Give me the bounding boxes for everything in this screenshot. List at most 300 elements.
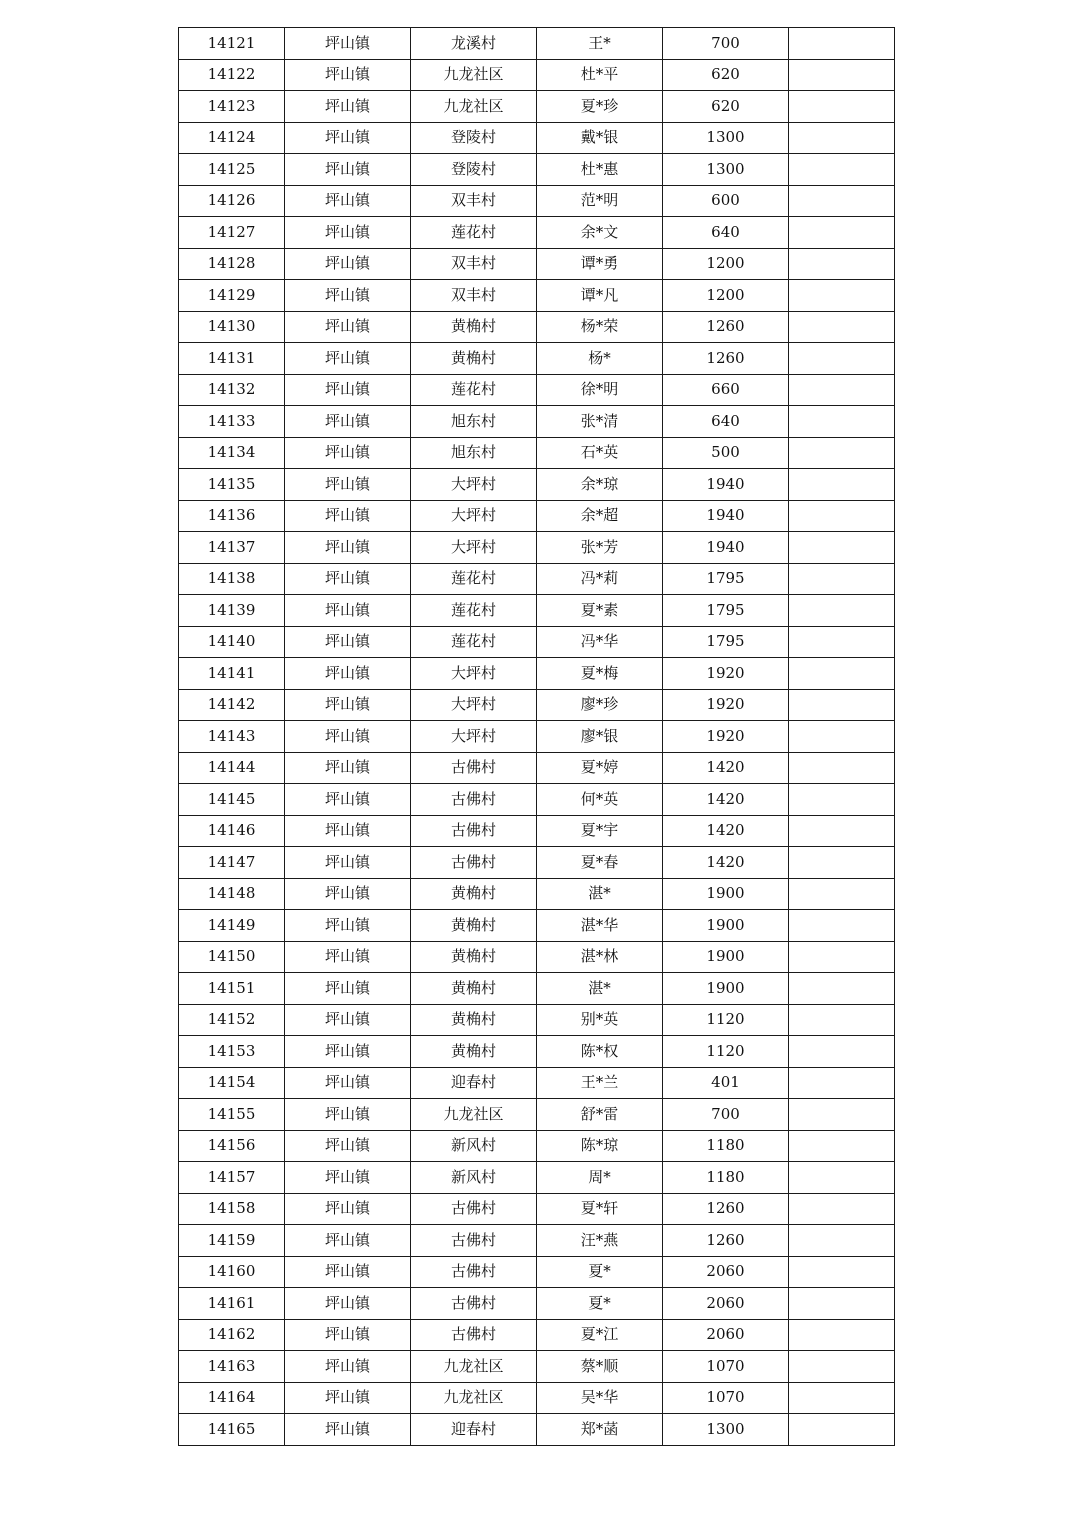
town-cell: 坪山镇 [285,878,411,910]
table-row [179,343,895,375]
amount-cell: 1300 [663,154,789,186]
table-row [179,752,895,784]
remark-cell [789,595,895,627]
village-cell: 莲花村 [411,626,537,658]
town-cell: 坪山镇 [285,752,411,784]
village-cell: 双丰村 [411,248,537,280]
town-cell: 坪山镇 [285,343,411,375]
village-cell: 双丰村 [411,280,537,312]
village-cell: 黄桷村 [411,343,537,375]
remark-cell [789,878,895,910]
serial-number-cell: 14145 [179,784,285,816]
remark-cell [789,1225,895,1257]
table-row [179,91,895,123]
name-cell: 陈*权 [537,1036,663,1068]
table-row [179,626,895,658]
amount-cell: 1070 [663,1382,789,1414]
town-cell: 坪山镇 [285,311,411,343]
serial-number-cell: 14156 [179,1130,285,1162]
town-cell: 坪山镇 [285,500,411,532]
name-cell: 王* [537,28,663,60]
amount-cell: 1120 [663,1036,789,1068]
remark-cell [789,689,895,721]
remark-cell [789,1162,895,1194]
amount-cell: 1795 [663,626,789,658]
remark-cell [789,1130,895,1162]
village-cell: 黄桷村 [411,878,537,910]
town-cell: 坪山镇 [285,406,411,438]
remark-cell [789,941,895,973]
table-row [179,878,895,910]
table-row [179,1351,895,1383]
village-cell: 古佛村 [411,815,537,847]
table-row [179,563,895,595]
remark-cell [789,185,895,217]
remark-cell [789,1256,895,1288]
town-cell: 坪山镇 [285,847,411,879]
amount-cell: 1920 [663,658,789,690]
table-row [179,815,895,847]
amount-cell: 700 [663,28,789,60]
name-cell: 张*芳 [537,532,663,564]
serial-number-cell: 14141 [179,658,285,690]
name-cell: 周* [537,1162,663,1194]
serial-number-cell: 14122 [179,59,285,91]
town-cell: 坪山镇 [285,1067,411,1099]
town-cell: 坪山镇 [285,815,411,847]
serial-number-cell: 14143 [179,721,285,753]
remark-cell [789,1288,895,1320]
town-cell: 坪山镇 [285,437,411,469]
remark-cell [789,406,895,438]
serial-number-cell: 14140 [179,626,285,658]
town-cell: 坪山镇 [285,1162,411,1194]
name-cell: 郑*菡 [537,1414,663,1446]
table-row [179,1130,895,1162]
village-cell: 莲花村 [411,563,537,595]
serial-number-cell: 14146 [179,815,285,847]
serial-number-cell: 14121 [179,28,285,60]
table-row [179,122,895,154]
name-cell: 湛* [537,973,663,1005]
amount-cell: 660 [663,374,789,406]
town-cell: 坪山镇 [285,910,411,942]
town-cell: 坪山镇 [285,1099,411,1131]
village-cell: 大坪村 [411,532,537,564]
remark-cell [789,122,895,154]
table-row [179,280,895,312]
name-cell: 舒*雷 [537,1099,663,1131]
table-row [179,689,895,721]
amount-cell: 1180 [663,1162,789,1194]
name-cell: 蔡*顺 [537,1351,663,1383]
town-cell: 坪山镇 [285,1256,411,1288]
town-cell: 坪山镇 [285,1225,411,1257]
name-cell: 湛* [537,878,663,910]
name-cell: 谭*勇 [537,248,663,280]
name-cell: 谭*凡 [537,280,663,312]
serial-number-cell: 14137 [179,532,285,564]
table-row [179,1382,895,1414]
amount-cell: 1420 [663,815,789,847]
village-cell: 大坪村 [411,689,537,721]
amount-cell: 1940 [663,469,789,501]
town-cell: 坪山镇 [285,217,411,249]
amount-cell: 1795 [663,563,789,595]
village-cell: 登陵村 [411,122,537,154]
remark-cell [789,280,895,312]
village-cell: 黄桷村 [411,941,537,973]
name-cell: 夏*婷 [537,752,663,784]
amount-cell: 640 [663,217,789,249]
serial-number-cell: 14135 [179,469,285,501]
serial-number-cell: 14163 [179,1351,285,1383]
amount-cell: 620 [663,59,789,91]
serial-number-cell: 14132 [179,374,285,406]
amount-cell: 2060 [663,1256,789,1288]
name-cell: 湛*华 [537,910,663,942]
table-row [179,973,895,1005]
village-cell: 黄桷村 [411,973,537,1005]
amount-cell: 1900 [663,941,789,973]
serial-number-cell: 14152 [179,1004,285,1036]
serial-number-cell: 14150 [179,941,285,973]
serial-number-cell: 14136 [179,500,285,532]
table-row [179,28,895,60]
table-row [179,185,895,217]
town-cell: 坪山镇 [285,1036,411,1068]
name-cell: 陈*琼 [537,1130,663,1162]
village-cell: 莲花村 [411,595,537,627]
serial-number-cell: 14134 [179,437,285,469]
town-cell: 坪山镇 [285,1193,411,1225]
serial-number-cell: 14162 [179,1319,285,1351]
table-row [179,469,895,501]
amount-cell: 700 [663,1099,789,1131]
town-cell: 坪山镇 [285,941,411,973]
serial-number-cell: 14147 [179,847,285,879]
remark-cell [789,1382,895,1414]
village-cell: 黄桷村 [411,910,537,942]
amount-cell: 2060 [663,1288,789,1320]
remark-cell [789,374,895,406]
name-cell: 夏*轩 [537,1193,663,1225]
table-row [179,1162,895,1194]
remark-cell [789,847,895,879]
village-cell: 双丰村 [411,185,537,217]
town-cell: 坪山镇 [285,563,411,595]
name-cell: 徐*明 [537,374,663,406]
table-row [179,248,895,280]
village-cell: 古佛村 [411,1225,537,1257]
name-cell: 廖*银 [537,721,663,753]
remark-cell [789,973,895,1005]
name-cell: 汪*燕 [537,1225,663,1257]
village-cell: 古佛村 [411,1256,537,1288]
table-row [179,721,895,753]
serial-number-cell: 14160 [179,1256,285,1288]
amount-cell: 500 [663,437,789,469]
table-row [179,1004,895,1036]
name-cell: 杜*惠 [537,154,663,186]
amount-cell: 1940 [663,532,789,564]
remark-cell [789,1004,895,1036]
remark-cell [789,217,895,249]
town-cell: 坪山镇 [285,595,411,627]
town-cell: 坪山镇 [285,1004,411,1036]
town-cell: 坪山镇 [285,122,411,154]
village-cell: 新风村 [411,1130,537,1162]
town-cell: 坪山镇 [285,1414,411,1446]
roster-table [178,27,895,1446]
name-cell: 夏*江 [537,1319,663,1351]
serial-number-cell: 14154 [179,1067,285,1099]
table-row [179,59,895,91]
table-row [179,311,895,343]
remark-cell [789,784,895,816]
remark-cell [789,752,895,784]
table-row [179,595,895,627]
remark-cell [789,1067,895,1099]
town-cell: 坪山镇 [285,185,411,217]
remark-cell [789,721,895,753]
serial-number-cell: 14126 [179,185,285,217]
amount-cell: 1260 [663,343,789,375]
name-cell: 戴*银 [537,122,663,154]
town-cell: 坪山镇 [285,1382,411,1414]
serial-number-cell: 14161 [179,1288,285,1320]
table-row [179,910,895,942]
village-cell: 大坪村 [411,721,537,753]
table-row [179,1067,895,1099]
town-cell: 坪山镇 [285,658,411,690]
amount-cell: 1920 [663,721,789,753]
serial-number-cell: 14139 [179,595,285,627]
table-row [179,784,895,816]
village-cell: 古佛村 [411,752,537,784]
name-cell: 余*文 [537,217,663,249]
table-row [179,437,895,469]
village-cell: 莲花村 [411,217,537,249]
amount-cell: 1420 [663,847,789,879]
name-cell: 杨*荣 [537,311,663,343]
town-cell: 坪山镇 [285,28,411,60]
village-cell: 九龙社区 [411,1099,537,1131]
serial-number-cell: 14165 [179,1414,285,1446]
table-row [179,374,895,406]
table-row [179,847,895,879]
remark-cell [789,626,895,658]
village-cell: 旭东村 [411,437,537,469]
remark-cell [789,91,895,123]
amount-cell: 1420 [663,752,789,784]
village-cell: 迎春村 [411,1067,537,1099]
name-cell: 余*超 [537,500,663,532]
name-cell: 杜*平 [537,59,663,91]
amount-cell: 1420 [663,784,789,816]
serial-number-cell: 14151 [179,973,285,1005]
table-row [179,1099,895,1131]
village-cell: 大坪村 [411,500,537,532]
serial-number-cell: 14125 [179,154,285,186]
remark-cell [789,1036,895,1068]
serial-number-cell: 14142 [179,689,285,721]
table-row [179,1225,895,1257]
table-row [179,406,895,438]
name-cell: 夏*梅 [537,658,663,690]
table-row [179,1036,895,1068]
remark-cell [789,815,895,847]
serial-number-cell: 14148 [179,878,285,910]
town-cell: 坪山镇 [285,59,411,91]
town-cell: 坪山镇 [285,280,411,312]
village-cell: 古佛村 [411,847,537,879]
town-cell: 坪山镇 [285,784,411,816]
amount-cell: 1200 [663,280,789,312]
remark-cell [789,500,895,532]
table-row [179,217,895,249]
town-cell: 坪山镇 [285,154,411,186]
remark-cell [789,1099,895,1131]
village-cell: 新风村 [411,1162,537,1194]
amount-cell: 640 [663,406,789,438]
table-row [179,500,895,532]
serial-number-cell: 14149 [179,910,285,942]
village-cell: 九龙社区 [411,91,537,123]
village-cell: 九龙社区 [411,59,537,91]
village-cell: 莲花村 [411,374,537,406]
town-cell: 坪山镇 [285,1319,411,1351]
name-cell: 湛*林 [537,941,663,973]
table-row [179,1414,895,1446]
serial-number-cell: 14124 [179,122,285,154]
town-cell: 坪山镇 [285,374,411,406]
town-cell: 坪山镇 [285,721,411,753]
serial-number-cell: 14153 [179,1036,285,1068]
name-cell: 张*清 [537,406,663,438]
remark-cell [789,59,895,91]
name-cell: 吴*华 [537,1382,663,1414]
remark-cell [789,1351,895,1383]
amount-cell: 1260 [663,311,789,343]
remark-cell [789,311,895,343]
town-cell: 坪山镇 [285,689,411,721]
village-cell: 九龙社区 [411,1382,537,1414]
name-cell: 夏* [537,1256,663,1288]
amount-cell: 600 [663,185,789,217]
village-cell: 古佛村 [411,1193,537,1225]
remark-cell [789,154,895,186]
serial-number-cell: 14159 [179,1225,285,1257]
serial-number-cell: 14157 [179,1162,285,1194]
remark-cell [789,469,895,501]
remark-cell [789,28,895,60]
amount-cell: 1260 [663,1225,789,1257]
village-cell: 旭东村 [411,406,537,438]
amount-cell: 1070 [663,1351,789,1383]
remark-cell [789,532,895,564]
table-row [179,1193,895,1225]
name-cell: 何*英 [537,784,663,816]
town-cell: 坪山镇 [285,1288,411,1320]
serial-number-cell: 14138 [179,563,285,595]
name-cell: 范*明 [537,185,663,217]
remark-cell [789,1193,895,1225]
table-row [179,154,895,186]
village-cell: 黄桷村 [411,311,537,343]
remark-cell [789,658,895,690]
name-cell: 杨* [537,343,663,375]
name-cell: 夏*春 [537,847,663,879]
amount-cell: 1900 [663,973,789,1005]
table-row [179,532,895,564]
town-cell: 坪山镇 [285,532,411,564]
serial-number-cell: 14164 [179,1382,285,1414]
name-cell: 余*琼 [537,469,663,501]
amount-cell: 1180 [663,1130,789,1162]
town-cell: 坪山镇 [285,248,411,280]
name-cell: 别*英 [537,1004,663,1036]
name-cell: 夏*素 [537,595,663,627]
remark-cell [789,563,895,595]
remark-cell [789,1319,895,1351]
serial-number-cell: 14158 [179,1193,285,1225]
serial-number-cell: 14123 [179,91,285,123]
amount-cell: 1900 [663,910,789,942]
amount-cell: 1260 [663,1193,789,1225]
amount-cell: 401 [663,1067,789,1099]
remark-cell [789,1414,895,1446]
remark-cell [789,910,895,942]
table-row [179,658,895,690]
table-row [179,941,895,973]
remark-cell [789,343,895,375]
name-cell: 石*英 [537,437,663,469]
town-cell: 坪山镇 [285,1130,411,1162]
name-cell: 夏*宇 [537,815,663,847]
table-row [179,1288,895,1320]
town-cell: 坪山镇 [285,1351,411,1383]
name-cell: 夏* [537,1288,663,1320]
village-cell: 黄桷村 [411,1004,537,1036]
amount-cell: 1300 [663,1414,789,1446]
village-cell: 古佛村 [411,784,537,816]
amount-cell: 1795 [663,595,789,627]
amount-cell: 2060 [663,1319,789,1351]
name-cell: 冯*华 [537,626,663,658]
village-cell: 黄桷村 [411,1036,537,1068]
town-cell: 坪山镇 [285,469,411,501]
serial-number-cell: 14155 [179,1099,285,1131]
town-cell: 坪山镇 [285,91,411,123]
serial-number-cell: 14144 [179,752,285,784]
serial-number-cell: 14131 [179,343,285,375]
village-cell: 大坪村 [411,469,537,501]
table-row [179,1319,895,1351]
name-cell: 王*兰 [537,1067,663,1099]
serial-number-cell: 14128 [179,248,285,280]
amount-cell: 1300 [663,122,789,154]
roster-table-body [179,28,895,1446]
serial-number-cell: 14133 [179,406,285,438]
village-cell: 古佛村 [411,1319,537,1351]
village-cell: 登陵村 [411,154,537,186]
amount-cell: 1900 [663,878,789,910]
village-cell: 古佛村 [411,1288,537,1320]
amount-cell: 1920 [663,689,789,721]
name-cell: 廖*珍 [537,689,663,721]
village-cell: 大坪村 [411,658,537,690]
